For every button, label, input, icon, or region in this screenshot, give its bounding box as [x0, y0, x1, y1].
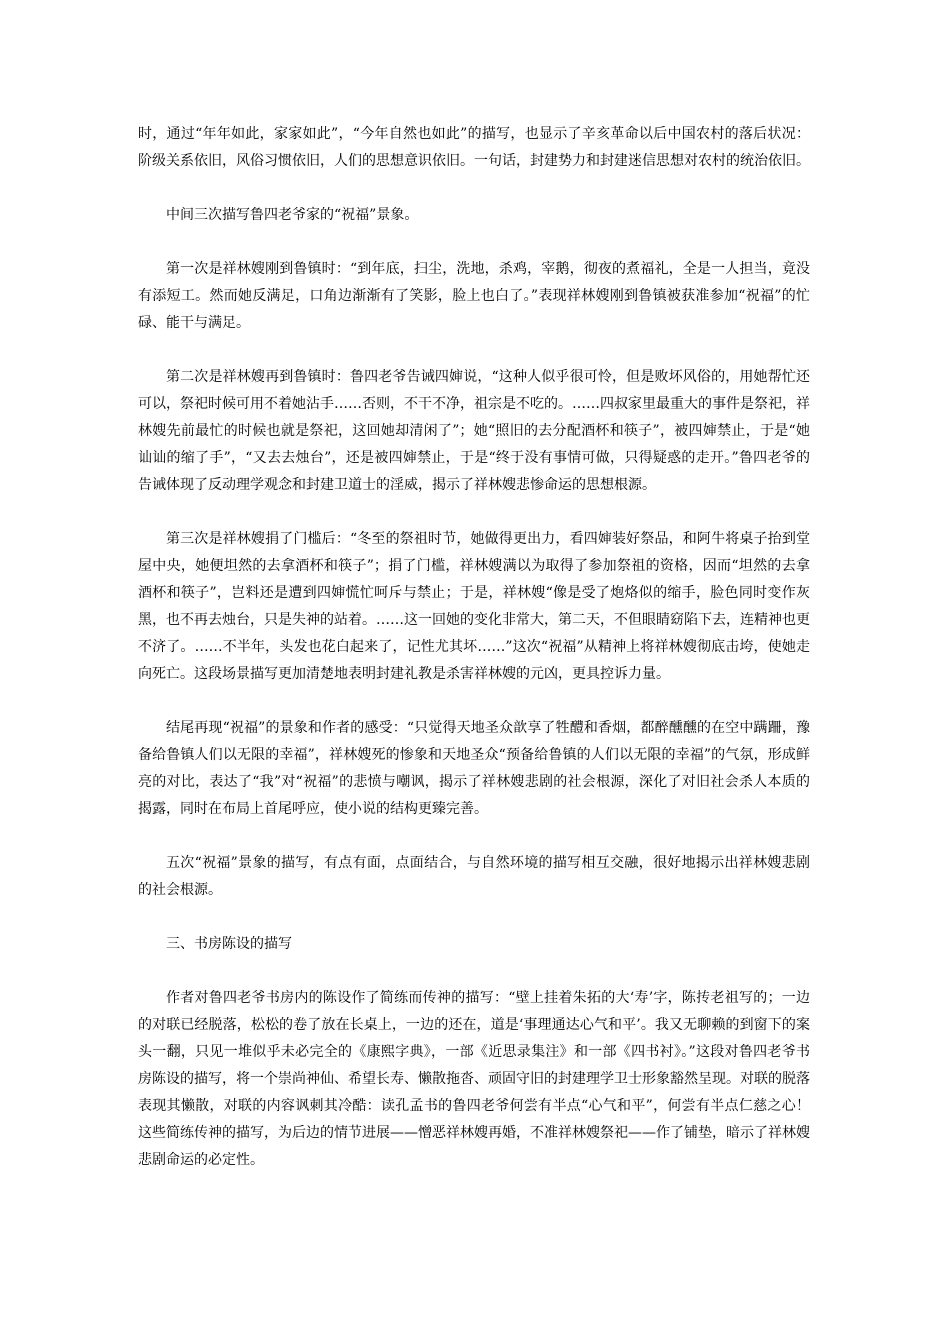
paragraph-first-blessing: 第一次是祥林嫂刚到鲁镇时：“到年底，扫尘，洗地，杀鸡，宰鹅，彻夜的煮福礼，全是一人担当，竟没有添短工。然而她反满足，口角边渐渐有了笑影，脸上也白了。”表现祥林嫂刚到鲁镇被获准参加“祝福”的忙碌、能干与满足。	[138, 261, 810, 331]
paragraph-middle-intro: 中间三次描写鲁四老爷家的“祝福”景象。	[166, 207, 419, 223]
paragraph-summary: 五次“祝福”景象的描写，有点有面，点面结合，与自然环境的描写相互交融，很好地揭示出祥林嫂悲剧的社会根源。	[138, 855, 810, 898]
document-page	[138, 121, 810, 1201]
paragraph-second-blessing: 第二次是祥林嫂再到鲁镇时：鲁四老爷告诫四婶说，“这种人似乎很可怜，但是败坏风俗的，用她帮忙还可以，祭祀时候可用不着她沾手……否则，不干不净，祖宗是不吃的。……四叔家里最重大的事件是祭祀，祥林嫂先前最忙的时候也就是祭祀，这回她却清闲了”；她“照旧的去分配酒杯和筷子”，被四婶禁止，于是“她讪讪的缩了手”，“又去去烛台”，还是被四婶禁止，于是“终于没有事情可做，只得疑惑的走开。”鲁四老爷的告诫体现了反动理学观念和封建卫道士的淫威，揭示了祥林嫂悲惨命运的思想根源。	[138, 369, 810, 493]
paragraph-ending-blessing: 结尾再现“祝福”的景象和作者的感受：“只觉得天地圣众歆享了牲醴和香烟，都醉醺醺的在空中蹒跚，豫备给鲁镇人们以无限的幸福”，祥林嫂死的惨象和天地圣众“预备给鲁镇的人们以无限的幸福”的气氛，形成鲜亮的对比，表达了“我”对“祝福”的悲愤与嘲讽，揭示了祥林嫂悲剧的社会根源，深化了对旧社会杀人本质的揭露，同时在布局上首尾呼应，使小说的结构更臻完善。	[138, 720, 810, 817]
paragraph-study-room: 作者对鲁四老爷书房内的陈设作了简练而传神的描写：“壁上挂着朱拓的大‘寿’字，陈抟老祖写的；一边的对联已经脱落，松松的卷了放在长桌上，一边的还在，道是‘事理通达心气和平’。我又无聊赖的到窗下的案头一翻，只见一堆似乎未必完全的《康熙字典》，一部《近思录集注》和一部《四书衬》。”这段对鲁四老爷书房陈设的描写，将一个崇尚神仙、希望长寿、懒散拖沓、顽固守旧的封建理学卫士形象豁然呈现。对联的脱落表现其懒散，对联的内容讽刺其冷酷：读孔孟书的鲁四老爷何尝有半点“心气和平”，何尝有半点仁慈之心！这些简练传神的描写，为后边的情节进展——憎恶祥林嫂再婚，不准祥林嫂祭祀——作了铺垫，暗示了祥林嫂悲剧命运的必定性。	[138, 990, 810, 1168]
section-heading-study-room: 三、书房陈设的描写	[166, 936, 292, 952]
paragraph-third-blessing: 第三次是祥林嫂捐了门槛后：“冬至的祭祖时节，她做得更出力，看四婶装好祭品，和阿牛将桌子抬到堂屋中央，她便坦然的去拿酒杯和筷子”；捐了门槛，祥林嫂满以为取得了参加祭祖的资格，因而“坦然的去拿酒杯和筷子”，岂料还是遭到四婶慌忙呵斥与禁止；于是，祥林嫂“像是受了炮烙似的缩手，脸色同时变作灰黑，也不再去烛台，只是失神的站着。……这一回她的变化非常大，第二天，不但眼睛窈陷下去，连精神也更不济了。……不半年，头发也花白起来了，记性尤其坏……”这次“祝福”从精神上将祥林嫂彻底击垮，使她走向死亡。这段场景描写更加清楚地表明封建礼教是杀害祥林嫂的元凶，更具控诉力量。	[138, 531, 810, 682]
paragraph-continuation: 时，通过“年年如此，家家如此”，“今年自然也如此”的描写，也显示了辛亥革命以后中国农村的落后状况：阶级关系依旧，风俗习惯依旧，人们的思想意识依旧。一句话，封建势力和封建迷信思想对农村的统治依旧。	[138, 126, 810, 169]
